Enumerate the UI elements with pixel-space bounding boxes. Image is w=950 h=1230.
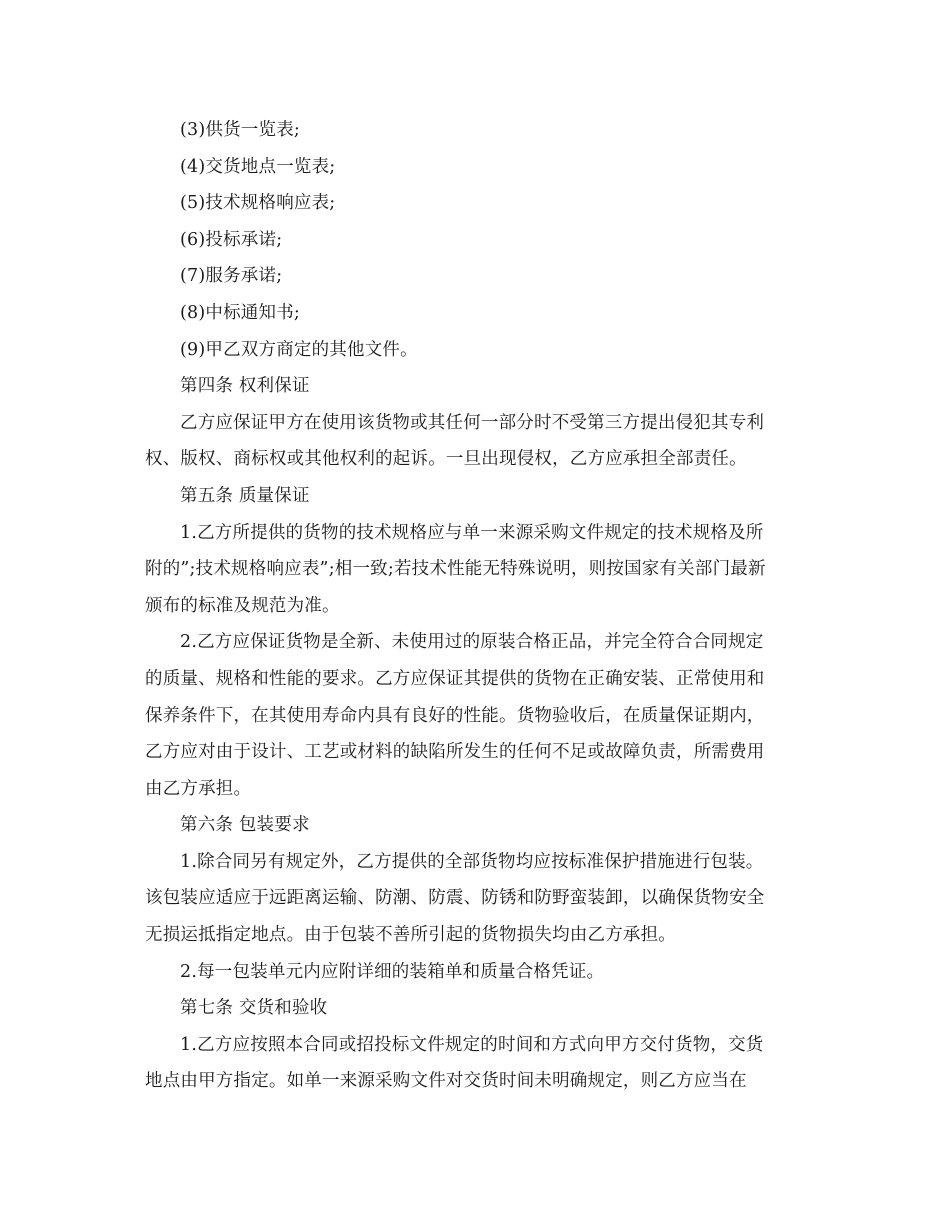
article-4-heading: 第四条 权利保证	[180, 376, 310, 397]
text-line: 1.除合同另有规定外，乙方提供的全部货物均应按标准保护措施进行包装。	[180, 851, 764, 872]
article-4-paragraph-1	[145, 405, 810, 478]
list-item-9: (9)甲乙双方商定的其他文件。	[180, 339, 418, 360]
text-line: 2.乙方应保证货物是全新、未使用过的原装合格正品，并完全符合合同规定	[180, 632, 764, 653]
list-item-7: (7)服务承诺;	[180, 266, 283, 287]
article-5-paragraph-2	[145, 624, 810, 807]
article-7-paragraph-1	[145, 1027, 810, 1100]
text-line: 权、版权、商标权或其他权利的起诉。一旦出现侵权，乙方应承担全部责任。	[145, 449, 747, 470]
list-item-6: (6)投标承诺;	[180, 229, 283, 250]
article-7-heading: 第七条 交货和验收	[180, 998, 328, 1019]
text-line: 地点由甲方指定。如单一来源采购文件对交货时间未明确规定，则乙方应当在	[145, 1071, 747, 1092]
text-line: 附的”;技术规格响应表”;相一致;若技术性能无特殊说明，则按国家有关部门最新	[145, 559, 766, 580]
document-body	[145, 112, 810, 1100]
list-item-3: (3)供货一览表;	[180, 120, 300, 140]
text-line: 乙方应对由于设计、工艺或材料的缺陷所发生的任何不足或故障负责，所需费用	[145, 742, 765, 763]
article-6-paragraph-1	[145, 844, 810, 954]
article-5-paragraph-1	[145, 515, 810, 625]
text-line: 2.每一包装单元内应附详细的装箱单和质量合格凭证。	[180, 961, 605, 982]
list-item-5: (5)技术规格响应表;	[180, 193, 336, 214]
text-line: 该包装应适应于远距离运输、防潮、防震、防锈和防野蛮装卸，以确保货物安全	[145, 888, 765, 909]
text-line: 由乙方承担。	[145, 778, 252, 799]
text-line: 1.乙方应按照本合同或招投标文件规定的时间和方式向甲方交付货物，交货	[180, 1034, 764, 1055]
text-line: 保养条件下，在其使用寿命内具有良好的性能。货物验收后，在质量保证期内，	[145, 705, 765, 726]
article-6-paragraph-2	[145, 954, 810, 991]
text-line: 乙方应保证甲方在使用该货物或其任何一部分时不受第三方提出侵犯其专利	[180, 412, 765, 433]
text-line: 无损运抵指定地点。由于包装不善所引起的货物损失均由乙方承担。	[145, 925, 676, 946]
list-item-8: (8)中标通知书;	[180, 302, 300, 323]
text-line: 颁布的标准及规范为准。	[145, 595, 340, 616]
article-6-heading: 第六条 包装要求	[180, 815, 310, 836]
list-item-4: (4)交货地点一览表;	[180, 156, 336, 177]
text-line: 的质量、规格和性能的要求。乙方应保证其提供的货物在正确安装、正常使用和	[145, 668, 765, 689]
article-5-heading: 第五条 质量保证	[180, 485, 310, 506]
text-line: 1.乙方所提供的货物的技术规格应与单一来源采购文件规定的技术规格及所	[180, 522, 764, 543]
